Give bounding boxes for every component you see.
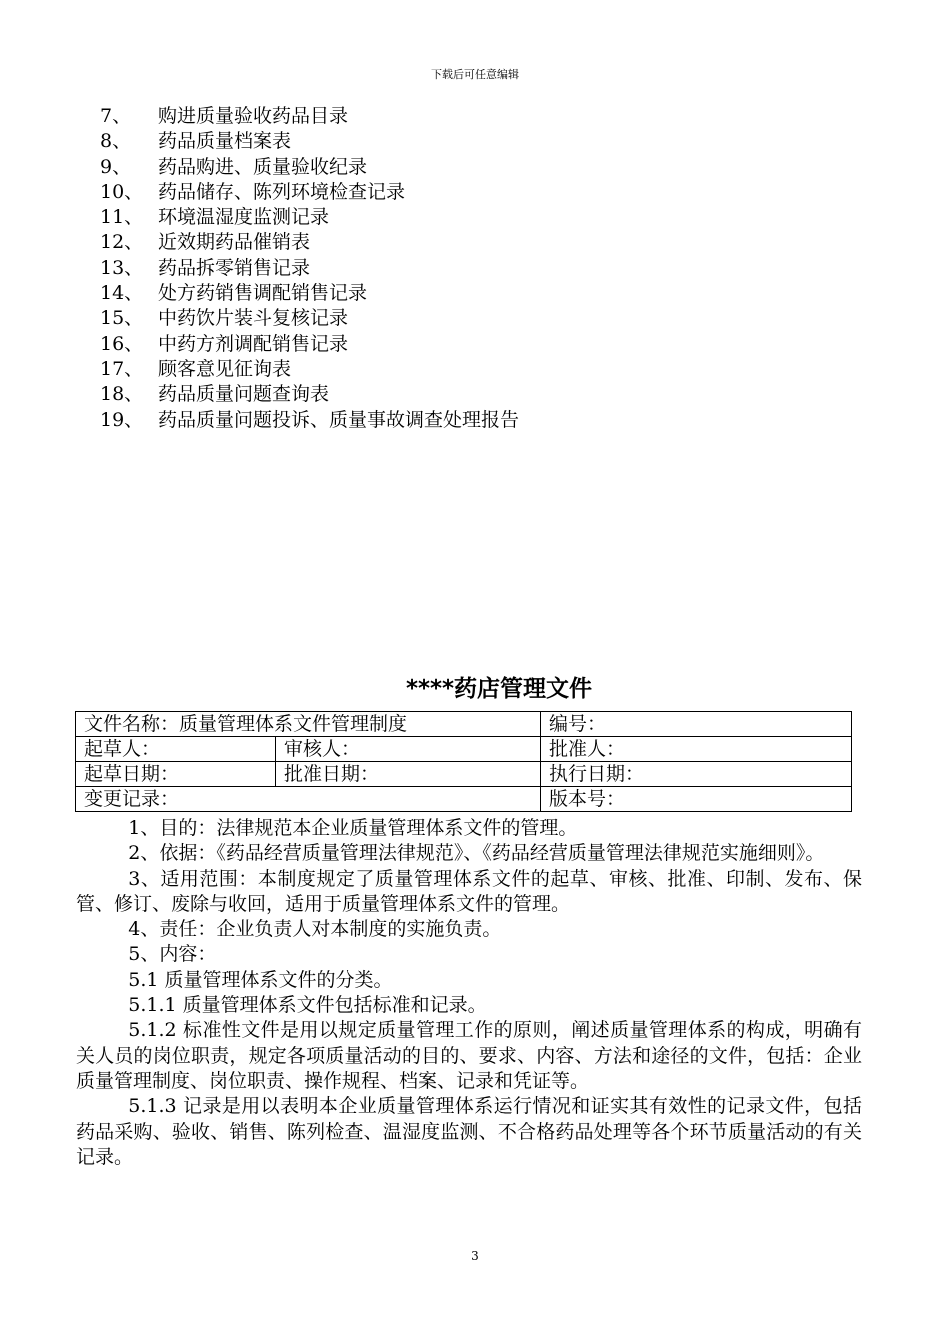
version-cell: 版本号：: [541, 787, 852, 812]
list-item-label: 环境温湿度监测记录: [158, 206, 330, 229]
list-item: [100, 104, 519, 129]
list-item: [100, 230, 519, 255]
list-item-label: 药品拆零销售记录: [158, 256, 311, 279]
list-item-number: 13、: [100, 256, 144, 279]
table-row: [76, 762, 852, 787]
paragraph-basis: 2、依据：《药品经营质量管理法律规范》、《药品经营质量管理法律规范实施细则》。: [128, 842, 825, 865]
table-row: [76, 787, 852, 812]
document-title: ****药店管理文件: [405, 676, 593, 702]
list-item: [100, 256, 519, 281]
list-item-number: 10、: [100, 180, 144, 203]
list-item-number: 9、: [100, 155, 132, 178]
list-item-number: 17、: [100, 357, 144, 380]
list-item-number: 19、: [100, 408, 144, 431]
list-item-label: 药品质量问题投诉、质量事故调查处理报告: [158, 408, 520, 431]
drafter-cell: 起草人：: [76, 737, 276, 762]
file-name-cell: 文件名称：质量管理体系文件管理制度: [76, 712, 541, 737]
list-item-label: 处方药销售调配销售记录: [158, 282, 368, 305]
paragraph-5-1-1: 5.1.1 质量管理体系文件包括标准和记录。: [128, 994, 487, 1017]
number-cell: 编号：: [541, 712, 852, 737]
list-item: [100, 129, 519, 154]
paragraph-content: 5、内容：: [128, 943, 217, 966]
list-item-label: 购进质量验收药品目录: [158, 105, 349, 127]
list-item-number: 11、: [100, 206, 144, 229]
list-item-number: 7、: [100, 105, 132, 127]
list-item-label: 药品储存、陈列环境检查记录: [158, 180, 406, 203]
list-item-number: 8、: [100, 130, 132, 153]
paragraph-5-1: 5.1 质量管理体系文件的分类。: [128, 968, 393, 991]
list-item-number: 14、: [100, 282, 144, 305]
paragraph-responsibility: 4、责任：企业负责人对本制度的实施负责。: [128, 918, 502, 941]
list-item-label: 药品购进、质量验收纪录: [158, 155, 368, 178]
list-item-number: 18、: [100, 383, 144, 406]
table-row: [76, 737, 852, 762]
list-item: [100, 306, 519, 331]
list-item-label: 药品质量问题查询表: [158, 383, 330, 406]
paragraph-purpose: 1、目的：法律规范本企业质量管理体系文件的管理。: [128, 817, 578, 839]
list-item: [100, 281, 519, 306]
list-item: [100, 382, 519, 407]
list-item: [100, 180, 519, 205]
page-header: 下载后可任意编辑: [431, 68, 519, 81]
draft-date-cell: 起草日期：: [76, 762, 276, 787]
document-body: [76, 816, 862, 1170]
page-number: 3: [471, 1249, 479, 1263]
effective-date-cell: 执行日期：: [541, 762, 852, 787]
list-item-label: 药品质量档案表: [158, 130, 292, 153]
list-item-label: 中药饮片装斗复核记录: [158, 307, 349, 330]
record-list: [100, 104, 519, 433]
list-item-label: 顾客意见征询表: [158, 357, 292, 380]
document-info-table: [75, 711, 852, 812]
list-item-number: 12、: [100, 231, 144, 254]
paragraph-5-1-3: 5.1.3 记录是用以表明本企业质量管理体系运行情况和证实其有效性的记录文件，包括药品采购、验收、销售、陈列检查、温湿度监测、不合格药品处理等各个环节质量活动的有关记录。: [76, 1095, 862, 1168]
list-item: [100, 205, 519, 230]
list-item-number: 15、: [100, 307, 144, 330]
change-record-cell: 变更记录：: [76, 787, 541, 812]
paragraph-5-1-2: 5.1.2 标准性文件是用以规定质量管理工作的原则，阐述质量管理体系的构成，明确有关人员的岗位职责，规定各项质量活动的目的、要求、内容、方法和途径的文件，包括：企业质量管理制度、岗位职责、操作规程、档案、记录和凭证等。: [76, 1019, 862, 1092]
list-item-label: 近效期药品催销表: [158, 231, 311, 254]
approver-cell: 批准人：: [541, 737, 852, 762]
paragraph-scope: 3、适用范围：本制度规定了质量管理体系文件的起草、审核、批准、印制、发布、保管、修订、废除与收回，适用于质量管理体系文件的管理。: [76, 867, 862, 915]
list-item: [100, 357, 519, 382]
list-item: [100, 332, 519, 357]
list-item-label: 中药方剂调配销售记录: [158, 332, 349, 355]
reviewer-cell: 审核人：: [276, 737, 541, 762]
list-item: [100, 155, 519, 180]
list-item-number: 16、: [100, 332, 144, 355]
table-row: [76, 712, 852, 737]
approval-date-cell: 批准日期：: [276, 762, 541, 787]
list-item: [100, 408, 519, 433]
